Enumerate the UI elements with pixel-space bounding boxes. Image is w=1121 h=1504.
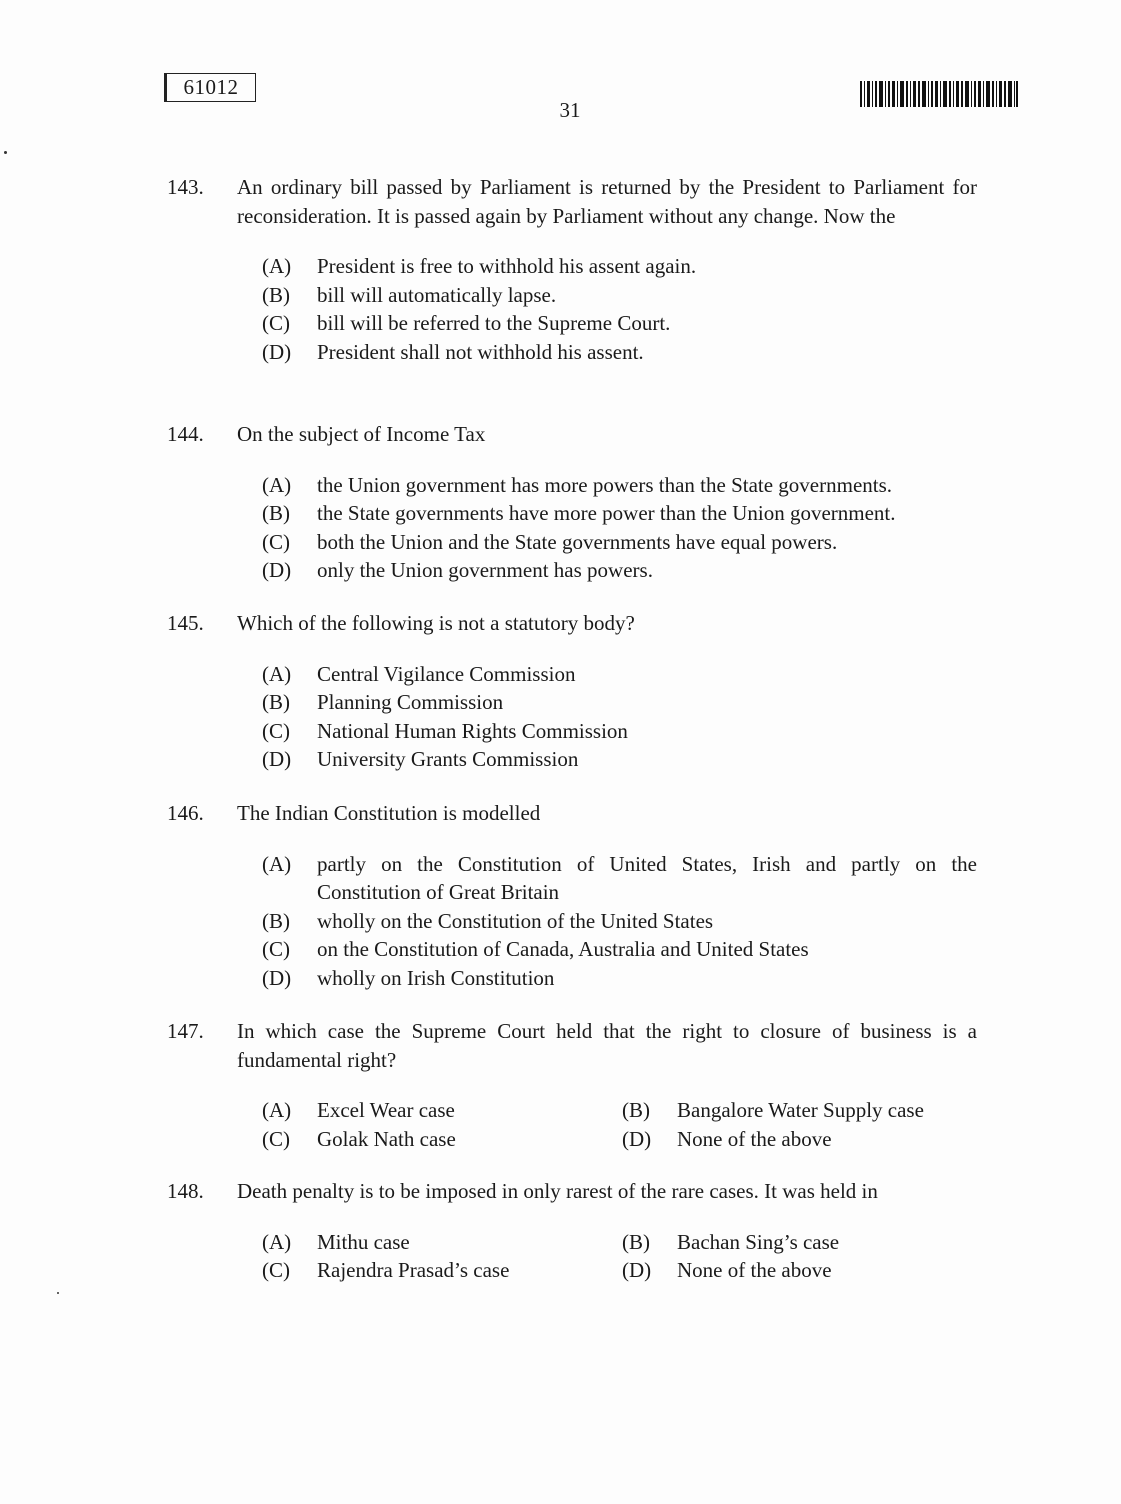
option-text: Golak Nath case xyxy=(317,1126,456,1151)
option-a xyxy=(262,850,977,907)
option-text: partly on the Constitution of United States, Irish and partly on the Constitution of Great Britain xyxy=(317,851,977,904)
option-text: Excel Wear case xyxy=(317,1098,455,1122)
option-b xyxy=(262,281,977,310)
option-label: (C) xyxy=(262,718,290,743)
option-label: (D) xyxy=(262,747,292,771)
option-text: both the Union and the State governments have equal powers. xyxy=(317,529,838,554)
option-c xyxy=(262,528,977,557)
option-text: bill will automatically lapse. xyxy=(317,282,557,307)
question-number: 143. xyxy=(167,175,204,199)
option-a xyxy=(262,252,977,281)
option-label: (C) xyxy=(262,1258,290,1282)
scan-speck xyxy=(57,1292,59,1294)
option-label: (B) xyxy=(622,1229,650,1254)
option-text: bill will be referred to the Supreme Court. xyxy=(317,311,671,335)
option-label: (D) xyxy=(262,558,292,582)
option-text: wholly on the Constitution of the United States xyxy=(317,908,714,933)
question-146 xyxy=(167,799,977,992)
question-text: On the subject of Income Tax xyxy=(237,422,486,446)
question-text: Death penalty is to be imposed in only rarest of the rare cases. It was held in xyxy=(237,1179,878,1203)
option-text: Rajendra Prasad’s case xyxy=(317,1258,510,1282)
question-145 xyxy=(167,609,977,774)
question-number: 144. xyxy=(167,422,204,446)
option-text: the Union government has more powers than the State governments. xyxy=(317,472,893,497)
option-label: (B) xyxy=(262,501,290,525)
option-label: (A) xyxy=(262,472,292,497)
option-d xyxy=(622,1256,982,1285)
option-d xyxy=(622,1125,982,1154)
option-label: (B) xyxy=(622,1098,650,1122)
option-label: (A) xyxy=(262,1098,292,1122)
option-c xyxy=(262,935,977,964)
option-text: None of the above xyxy=(677,1258,832,1282)
option-text: None of the above xyxy=(677,1126,832,1151)
question-text: An ordinary bill passed by Parliament is returned by the President to Parliament for reconsideration. It is passed again by Parliament without any change. Now the xyxy=(237,175,977,228)
option-label: (D) xyxy=(262,965,292,990)
question-number: 146. xyxy=(167,801,204,825)
options-list xyxy=(262,471,977,585)
options-grid xyxy=(262,1228,977,1285)
option-text: Mithu case xyxy=(317,1229,410,1254)
option-label: (A) xyxy=(262,254,292,278)
option-b xyxy=(262,907,977,936)
option-text: only the Union government has powers. xyxy=(317,558,653,582)
option-c xyxy=(262,1256,622,1285)
option-label: (A) xyxy=(262,851,292,876)
options-list xyxy=(262,660,977,774)
option-label: (B) xyxy=(262,908,290,933)
option-text: Bangalore Water Supply case xyxy=(677,1098,924,1122)
option-text: Planning Commission xyxy=(317,690,504,714)
paper-code-box: 61012 xyxy=(164,73,256,102)
option-c xyxy=(262,1125,622,1154)
option-text: President shall not withhold his assent. xyxy=(317,339,644,364)
option-b xyxy=(622,1228,982,1257)
option-text: on the Constitution of Canada, Australia and United States xyxy=(317,937,809,961)
barcode-image xyxy=(860,81,1018,107)
question-number: 145. xyxy=(167,611,204,635)
question-144 xyxy=(167,420,977,585)
option-text: President is free to withhold his assent again. xyxy=(317,254,697,278)
option-d xyxy=(262,556,977,585)
option-b xyxy=(262,499,977,528)
option-d xyxy=(262,745,977,774)
option-b xyxy=(622,1096,982,1125)
option-a xyxy=(262,471,977,500)
option-text: University Grants Commission xyxy=(317,747,579,771)
option-label: (D) xyxy=(622,1126,652,1151)
option-a xyxy=(262,660,977,689)
option-d xyxy=(262,338,977,367)
option-a xyxy=(262,1228,622,1257)
question-number: 148. xyxy=(167,1179,204,1203)
option-label: (C) xyxy=(262,937,290,961)
option-a xyxy=(262,1096,622,1125)
question-143 xyxy=(167,173,977,366)
options-list xyxy=(262,252,977,366)
question-148 xyxy=(167,1177,977,1285)
option-label: (D) xyxy=(262,339,292,364)
question-text: Which of the following is not a statutory body? xyxy=(237,611,635,635)
option-label: (B) xyxy=(262,690,290,714)
scan-speck xyxy=(4,151,7,154)
option-c xyxy=(262,309,977,338)
option-label: (C) xyxy=(262,311,290,335)
option-d xyxy=(262,964,977,993)
option-text: National Human Rights Commission xyxy=(317,718,628,743)
option-text: wholly on Irish Constitution xyxy=(317,965,555,990)
option-c xyxy=(262,717,977,746)
option-label: (A) xyxy=(262,1229,292,1254)
question-text: In which case the Supreme Court held that the right to closure of business is a fundamental right? xyxy=(237,1019,977,1072)
options-grid xyxy=(262,1096,977,1153)
option-text: the State governments have more power than the Union government. xyxy=(317,501,896,525)
question-text: The Indian Constitution is modelled xyxy=(237,801,541,825)
question-147 xyxy=(167,1017,977,1153)
options-list xyxy=(262,850,977,993)
page-number: 31 xyxy=(559,98,581,122)
option-label: (B) xyxy=(262,282,290,307)
option-label: (A) xyxy=(262,661,292,686)
question-number: 147. xyxy=(167,1019,204,1043)
option-text: Bachan Sing’s case xyxy=(677,1229,840,1254)
option-b xyxy=(262,688,977,717)
option-label: (C) xyxy=(262,529,290,554)
option-label: (D) xyxy=(622,1258,652,1282)
option-text: Central Vigilance Commission xyxy=(317,661,576,686)
option-label: (C) xyxy=(262,1126,290,1151)
